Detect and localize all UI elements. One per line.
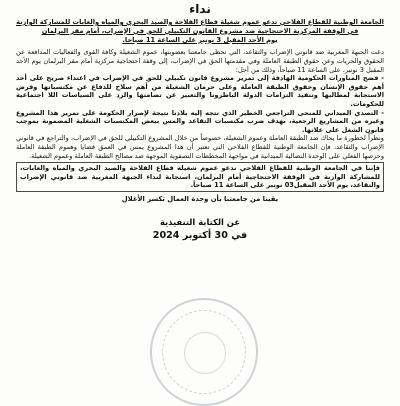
intro-paragraph: دعت الجبهة المغربية ضد قانوني الإضراب والتقاعد، التي تحظى جامعتنا بعضويتها، عموم الشغيلة وكافة القوى والفعاليات المدافعة عن الحقوق والحريات وعن حقوق الطبقة العاملة وفي مقدمتها الحق في الإضراب، إلى وقفة احتجاجية مركزية أمام مقر البرلمان يوم الأحد المقبل 3 نونبر، على الساعة 11 صباحاً، وذلك من أجل: [16,48,384,74]
header-line-3: يوم الأحد المقبل 3 نونبر على الساعة 11 صباحا. [122,35,278,44]
document-title: نداء [189,2,211,16]
header-line-2: في الوقفة المركزية الاحتجاجية ضد مشروع القانون التكبيلي للحق في الإضراب، أمام مقر البرلمان [41,26,359,35]
header-block [16,18,384,44]
context-paragraph: ونظراً لخطورة ما يحاك ضد الطبقة العاملة وعموم الشغيلة، خصوصاً من خلال المشروع التكبيلي للحق في الإضراب، والتراجع في قانوني الإضراب والتقاعد، فإن الجامعة الوطنية للقطاع الفلاحي التي تعتبر أن هذا المشروع يمس في العمق قضايا وهموم الطبقة العاملة وحرصها الفعلي على الوحدة النضالية الميدانية في مواجهة المخططات التصفوية الموجهة ضد مصالح الطبقة العاملة وعموم الشغيلة. [16,134,384,160]
header-line-1: الجامعة الوطنية للقطاع الفلاحي تدعو عموم شغيلة قطاع الفلاحة والصيد البحري والمياه والغابات للمشاركة الوازنة [16,18,384,26]
official-stamp-icon [150,298,258,406]
closing-slogan: يقينا من جامعتنا بأن وحدة العمال تكسر الأغلال [121,194,279,203]
demand-paragraph-1: - فضح المناورات الحكومية الهادفة إلى تمرير مشروع قانون تكبيلي للحق في الإضراب في اعتداء صريح على أحد أهم حقوق الإنسان وحقوق الطبقة العاملة وعلى حرمان الشغيلة من أهم سلاح للدفاع عن مكتسباتها وفرض الاستجابة لمطالبها وتنفيذ التزامات الدولة الباطرونا والتعبير عن تضامنها والرد على السياسات اللا اجتماعية للحكومات. [16,74,384,108]
signature-org: عن الكتابة التنفيذية [159,216,241,227]
signature-block [16,216,384,242]
demand-paragraph-2: - التصدي الميداني للمنحى التراجعي الخطير الذي تتجه إليه بلادنا نتيجة لإصرار الحكومة على تمرير هذا المشروع وغيره من المشاريع الرجعية، بهدف ضرب مكتسبات التقاعد والمس ببعض المكتسبات الشغلية المضمونة بموجب قانون الشغل على علاتها. [16,108,384,134]
signature-date: في 30 أكتوبر 2024 [152,229,248,241]
call-to-action-box: فإننا في الجامعة الوطنية للقطاع الفلاحي ندعو عموم شغيلة قطاع الفلاحة والصيد البحري والمياه والغابات، للمشاركة الوازنة في الوقفة الاحتجاجية أمام البرلمان، استجابة لنداء الجبهة المغربية ضد قانوني الإضراب والتقاعد، يوم الأحد المقبل03 نونبر على الساعة 11 صباحاً. [16,162,384,192]
